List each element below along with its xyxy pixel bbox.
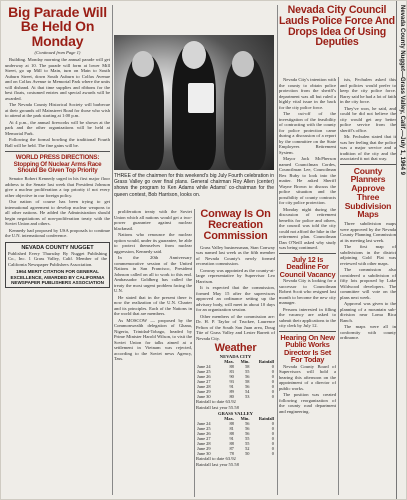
divider — [340, 164, 396, 165]
chairmen-photo — [114, 35, 274, 170]
weather-cell: 55 — [245, 441, 250, 447]
article-paragraph: Persons interested in filling the vacancy are asked to submit their applications to the city clerk by July 12. — [279, 306, 336, 329]
page-sidebar — [396, 1, 406, 500]
column-3 — [196, 209, 275, 497]
program-paper — [188, 83, 214, 113]
weather-cell: June 29 — [197, 389, 211, 395]
face-right — [232, 51, 254, 77]
weather-cell: 0 — [271, 394, 274, 400]
masthead-title: NEVADA COUNTY NUGGET — [21, 244, 94, 251]
continued-note: (Continued from Page 1) — [34, 49, 81, 55]
weather-cell: June 28 — [197, 441, 211, 447]
weather-rain-grass-2: Rainfall last year 55.58 — [196, 461, 239, 467]
face-center — [182, 41, 206, 69]
photo-caption: THREE of the chairmen for this weekend's big July Fourth celebration in Grass Valley go over final plans. General chairman Roy Allen (center) shows the program to Ken Adams while Adams' co-chairman for the queen contest, Bob Harrison, looks on. — [114, 173, 274, 198]
column-1 — [5, 5, 110, 497]
masthead-footer: 1964 MERIT CITATION FOR GENERAL EXCELLENCE, AWARDED BY CALIFORNIA NEWSPAPER PUBLISHERS ASSOCIATION — [10, 269, 105, 286]
article-paragraph: The commission also considered a subdivision of fifty lots proposed by Lake Wildwood developers. The committee will vote on the plans next week. — [340, 267, 396, 300]
article-paragraph: Approval was given to the planning of a mountain sub-division near Loma Rica Ranch. — [340, 301, 396, 323]
nevada-council-article — [279, 77, 336, 251]
big-parade-headline: Big Parade Will Be Held On Monday — [8, 5, 107, 49]
article-paragraph: Three subdivision maps were approved by the Nevada County Planning Commission at its meeting last week. — [340, 221, 396, 243]
nevada-continued-article — [340, 77, 396, 162]
weather-cell: 56 — [245, 384, 250, 390]
conway-headline: Conway Is On Recreation Commission — [200, 209, 271, 243]
weather-cell: June 25 — [197, 369, 211, 375]
weather-cell: 56 — [245, 421, 250, 427]
weather-cell: 87 — [229, 446, 234, 452]
column-5 — [340, 77, 396, 497]
weather-cell: 58 — [245, 379, 250, 385]
divider — [279, 253, 336, 254]
weather-cell: 55 — [245, 436, 250, 442]
article-paragraph: In the 20th Anniversary commemorative session of the United Nations in San Francisco, President Johnson called on all to work to this end. Ambassador Goldberg has called the treaty the most urgent problem facing the U.N. — [114, 255, 192, 293]
vacancy-headline: July 12 Is Deadline For Council Vacancy — [279, 254, 336, 279]
weather-city-grass: GRASS VALLEY — [218, 411, 253, 417]
weather-cell: 88 — [229, 364, 234, 370]
conway-article — [196, 245, 275, 342]
weather-cell: 0 — [271, 426, 274, 432]
weather-cell: 0 — [271, 379, 274, 385]
article-paragraph: proliferation treaty with the Soviet Union which all nations would get a two-power guarantee against nuclear blackmail. — [114, 209, 192, 231]
weather-cell: 56 — [245, 426, 250, 432]
weather-cell: 56 — [245, 431, 250, 437]
weather-cell: 83 — [229, 369, 234, 375]
weather-rain-grass-1: Rainfall to date 63.92 — [196, 456, 236, 462]
weather-cell: 91 — [229, 436, 234, 442]
weather-cell: 93 — [229, 379, 234, 385]
weather-cell: 0 — [271, 451, 274, 457]
article-paragraph: The Nevada County Historical Society will barbecue at their grounds off Mainstreet Road for those who wish to attend at the park starting at 1:00 p.m. — [5, 102, 110, 119]
world-press-article — [5, 176, 110, 239]
weather-cell: 88 — [229, 431, 234, 437]
weather-cell: June 30 — [197, 451, 211, 457]
weather-rain-nevada-2: Rainfall last year 55.58 — [196, 404, 239, 410]
masthead-body: Published Every Thursday By Nugget Publishing Co., Inc. 1 Grass Valley, Calif. Member of the California Newspaper Publishers Association. — [8, 250, 107, 267]
county-planners-headline: County Planners Approve Three Subdivision Maps — [344, 165, 392, 220]
article-paragraph: Following the formal bowling the traditional Fourth Ball will be held. The fine gains will be. — [5, 137, 110, 148]
weather-cell: 0 — [271, 389, 274, 395]
weather-cell: 55 — [245, 369, 250, 375]
nuclear-continued-article — [114, 209, 192, 362]
weather-cell: June 26 — [197, 431, 211, 437]
weather-cell: 0 — [271, 364, 274, 370]
weather-cell: 0 — [271, 369, 274, 375]
weather-cell: June 29 — [197, 446, 211, 452]
weather-cell: 91 — [229, 384, 234, 390]
weather-cell: 0 — [271, 446, 274, 452]
weather-cell: 0 — [271, 431, 274, 437]
article-paragraph: Building. Monday morning the annual parade will get underway at 10. The parade will form at lower Mill Street, go up Mill to Main, turn on Main to South Auburn Street, down South Auburn to Colfax Avenue and on Colfax Avenue to Memorial Park where the units will disband. At that time supplies and ribbons for the best floats, costumed entries and special awards will be awarded. — [5, 57, 110, 101]
weather-cell: June 26 — [197, 374, 211, 380]
article-paragraph: The cut-off of the investigation of the feasibility of contracting with the county for police protection came during a discussion of a report by the committee on the State Employees Retirement System. — [279, 111, 336, 155]
article-paragraph: Mr. Fechulen stated that it was her feeling that the police was a major service and a tradition of the city and the associated it not that way. — [340, 134, 396, 161]
weather-cell: June 25 — [197, 426, 211, 432]
face-left — [132, 51, 154, 77]
weather-cell: June 27 — [197, 379, 211, 385]
article-paragraph: Conway was appointed as the county-at-large representative by Supervisor Leo Harrison. — [196, 267, 275, 284]
weather-table-nevada — [196, 359, 275, 399]
vacancy-article — [279, 278, 336, 329]
column-divider — [277, 5, 278, 495]
weather-cell: 56 — [245, 374, 250, 380]
county-planners-article — [340, 221, 396, 341]
column-divider — [194, 209, 195, 497]
article-paragraph: He stated that in the present there is now the realization of the U.N. Charter and its principles. Each of the Nations in the world that are members. — [114, 294, 192, 316]
world-press-headline: WORLD PRESS DIRECTIONS: Stopping Of Nuclear Arms Race Should Be Given Top Priority — [13, 154, 102, 174]
nevada-headline-block — [279, 5, 395, 75]
divider — [279, 331, 336, 332]
weather-header-cell: Max. — [224, 416, 234, 422]
weather-cell: 88 — [229, 441, 234, 447]
hearing-headline: Hearing On New Public Works Director Is Set For Today — [280, 332, 335, 365]
article-paragraph: They've won, he said, and could be did not believe the city would get any better police service from the sheriff's office. — [340, 105, 396, 133]
weather-header-cell: Min. — [240, 416, 250, 422]
weather-cell: 52 — [245, 446, 250, 452]
nevada-council-headline: Nevada City Council Lauds Police Force And Drops Idea Of Using Deputies — [279, 5, 395, 49]
article-paragraph: Our nation of course has been trying to get international agreement to develop nuclear weapons to all other nations. He added the Administration should begin negotiations of non-proliferation treaty with the Soviet Union and others. — [5, 199, 110, 227]
article-paragraph: It is expected that the commission, formed May 15 after the supervisors approved an ordinance setting up the advisory body, will meet in about 10 days for an organization session. — [196, 285, 275, 313]
article-paragraph: As MOSCOW — proposed by the Commonwealth delegation of Ghana, Nigeria, Trinidad-Tobago, headed by Prime Minister Harold Wilson, to visit the Soviet Union for talks aimed at a settlement in Vietnam was rejected, according to the Soviet news Agency, Tass. — [114, 317, 192, 361]
weather-cell: 0 — [271, 421, 274, 427]
masthead-box — [5, 242, 110, 289]
article-paragraph: Nevada City's intention with the county to obtain police protection from the sheriff's department was all but ruled a highly vital issue in the back for the city police force. — [279, 77, 336, 110]
article-paragraph: Mayor Jack McPherson named Councilman Cordes, Councilman Lee, Councilman Rex Ruby to look into the matter. He asked Sheriff Wayne Brown to discuss the police situation and the possibility of county contracts for city police protection. — [279, 156, 336, 205]
article-paragraph: Monday night during the discussion of retirement benefits for police and others, the council was told the city could not afford the hike in the retirement plan. Councilman Dan O'Neill asked why study was being continued. — [279, 206, 336, 250]
weather-cell: 88 — [229, 421, 234, 427]
weather-cell: 0 — [271, 441, 274, 447]
weather-header-cell: Rainfall — [258, 416, 274, 422]
article-paragraph: The position was created following reorganization of the county road department and engineering. — [279, 392, 336, 414]
weather-cell: 80 — [229, 394, 234, 400]
page-folio: Nevada County Nugget—Grass Valley, Calif.—July 1, 1964 9 — [399, 5, 405, 175]
weather-cell: 0 — [271, 436, 274, 442]
page-content — [1, 1, 397, 500]
article-paragraph: Nevada County Board of Supervisors will hold a hearing this afternoon on the appointment of a director of public works. — [279, 363, 336, 391]
weather-cell: 89 — [229, 389, 234, 395]
weather-header-cell: Rainfall — [258, 359, 274, 365]
weather-cell: June 28 — [197, 384, 211, 390]
weather-cell: June 24 — [197, 421, 211, 427]
weather-cell: 81 — [229, 426, 234, 432]
weather-header-cell: Min. — [240, 359, 250, 365]
weather-cell: June 24 — [197, 364, 211, 370]
article-paragraph: Senator Robert Kennedy urged in his first major floor address to the Senate last week that President Johnson give a nuclear proliferation a top priority if not every other objective in our foreign policy. — [5, 176, 110, 198]
article-paragraph: At 4 p.m., the annual fireworks will be shown at the park and the other organizations will be held at Memorial Park. — [5, 119, 110, 136]
weather-rain-nevada-1: Rainfall to date 63.92 — [196, 399, 236, 405]
article-paragraph: Kennedy had proposed by USA proposals to continue the U.N. international conference. — [5, 227, 110, 239]
weather-cell: 53 — [245, 394, 250, 400]
hearing-article — [279, 364, 336, 415]
article-paragraph: The maps were all in conformity with county ordinance. — [340, 324, 396, 341]
weather-cell: 0 — [271, 374, 274, 380]
weather-cell: 90 — [229, 374, 234, 380]
weather-headline: Weather — [214, 342, 257, 355]
weather-cell: 0 — [271, 384, 274, 390]
article-paragraph: Grass Valley businessman, Stan Conway was named last week as the fifth member of Nevada County's newly formed recreation commission. — [196, 244, 275, 267]
column-divider — [112, 5, 113, 495]
weather-cell: 50 — [245, 451, 250, 457]
article-paragraph: Other members of the commission are: Dr. H. P. Taylor of Truckee, Laurence Pelton of the South San Juan area, Doug Tite of Grass Valley and Lester Barrett of Nevada City. — [196, 313, 275, 341]
article-paragraph: Nevada City is looking for a successor to Councilman Robert Scott who resigned last month to become the new city manager. — [279, 278, 336, 306]
column-2 — [114, 209, 192, 497]
article-paragraph: The first map of subdivisions in the district adjoining Gold Flat was reviewed with other maps. — [340, 244, 396, 266]
big-parade-article — [5, 57, 110, 148]
weather-cell: June 30 — [197, 394, 211, 400]
weather-city-nevada: NEVADA CITY — [219, 354, 252, 360]
article-paragraph: Nations who renounce the nuclear option would, under its guarantee, be able to protect themselves from nuclear aggression, Kennedy said. — [114, 232, 192, 254]
nevada-council-column — [279, 77, 336, 497]
weather-cell: 58 — [245, 364, 250, 370]
divider — [5, 151, 110, 152]
weather-cell: 78 — [229, 451, 234, 457]
article-paragraph: ists, Fechulen asked this and policies would prefer to keep the city police force. Barry said he had a lot of faith in the city force. — [340, 77, 396, 104]
weather-table-grass — [196, 416, 275, 456]
weather-cell: 54 — [245, 389, 250, 395]
column-divider — [338, 77, 339, 495]
weather-header-cell: Max. — [224, 359, 234, 365]
weather-cell: June 27 — [197, 436, 211, 442]
